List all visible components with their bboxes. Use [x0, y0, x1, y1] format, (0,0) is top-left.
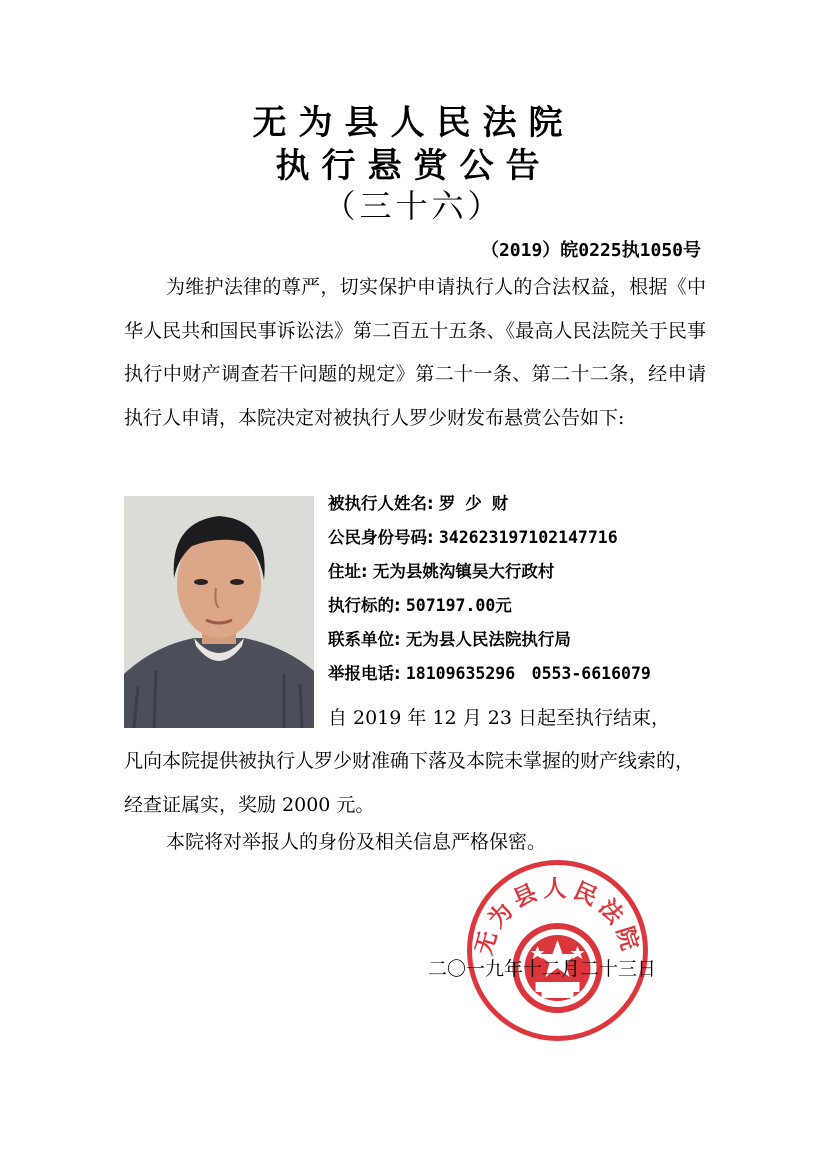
case-number: （2019）皖0225执1050号	[480, 240, 701, 261]
notice-title: 执行悬赏公告	[275, 146, 552, 186]
info-label: 住址:	[328, 562, 368, 581]
reward-paragraph-rest: 凡向本院提供被执行人罗少财准确下落及本院未掌握的财产线索的，经查证属实，奖励 2000 元。	[124, 750, 695, 816]
info-value: 无为县人民法院执行局	[405, 630, 571, 649]
info-id-number	[328, 521, 651, 555]
debtor-photo	[124, 496, 314, 728]
info-value: 无为县姚沟镇吴大行政村	[372, 562, 555, 581]
seal-text: 无为县人民法院	[471, 876, 644, 959]
info-label: 公民身份号码:	[328, 528, 434, 547]
info-label: 举报电话:	[328, 664, 401, 683]
issue-date: 二〇一九年十二月二十三日	[428, 958, 657, 980]
info-label: 执行标的:	[328, 596, 401, 615]
portrait-image	[124, 496, 314, 728]
info-label: 联系单位:	[328, 630, 401, 649]
info-value: 18109635296 0553-6616079	[405, 664, 651, 683]
info-address	[328, 555, 651, 589]
info-amount	[328, 589, 651, 623]
info-name	[328, 487, 651, 521]
info-value: 342623197102147716	[438, 528, 618, 547]
issue-number: （三十六）	[323, 187, 504, 225]
info-phone	[328, 657, 651, 691]
info-contact-unit	[328, 623, 651, 657]
intro-paragraph: 为维护法律的尊严，切实保护申请执行人的合法权益，根据《中华人民共和国民事诉讼法》第二百五十五条、《最高人民法院关于民事执行中财产调查若干问题的规定》第二十一条、第二十二条，经申请执行人申请，本院决定对被执行人罗少财发布悬赏公告如下:	[124, 276, 706, 429]
court-seal	[465, 858, 650, 1043]
info-label: 被执行人姓名:	[328, 494, 434, 513]
confidentiality-paragraph: 本院将对举报人的身份及相关信息严格保密。	[166, 831, 547, 853]
reward-paragraph-start: 自 2019 年 12 月 23 日起至执行结束，	[328, 707, 670, 729]
debtor-info-list	[328, 487, 651, 691]
info-value: 罗 少 财	[438, 494, 509, 513]
court-name-title: 无为县人民法院	[252, 103, 575, 143]
info-value: 507197.00元	[405, 596, 512, 615]
